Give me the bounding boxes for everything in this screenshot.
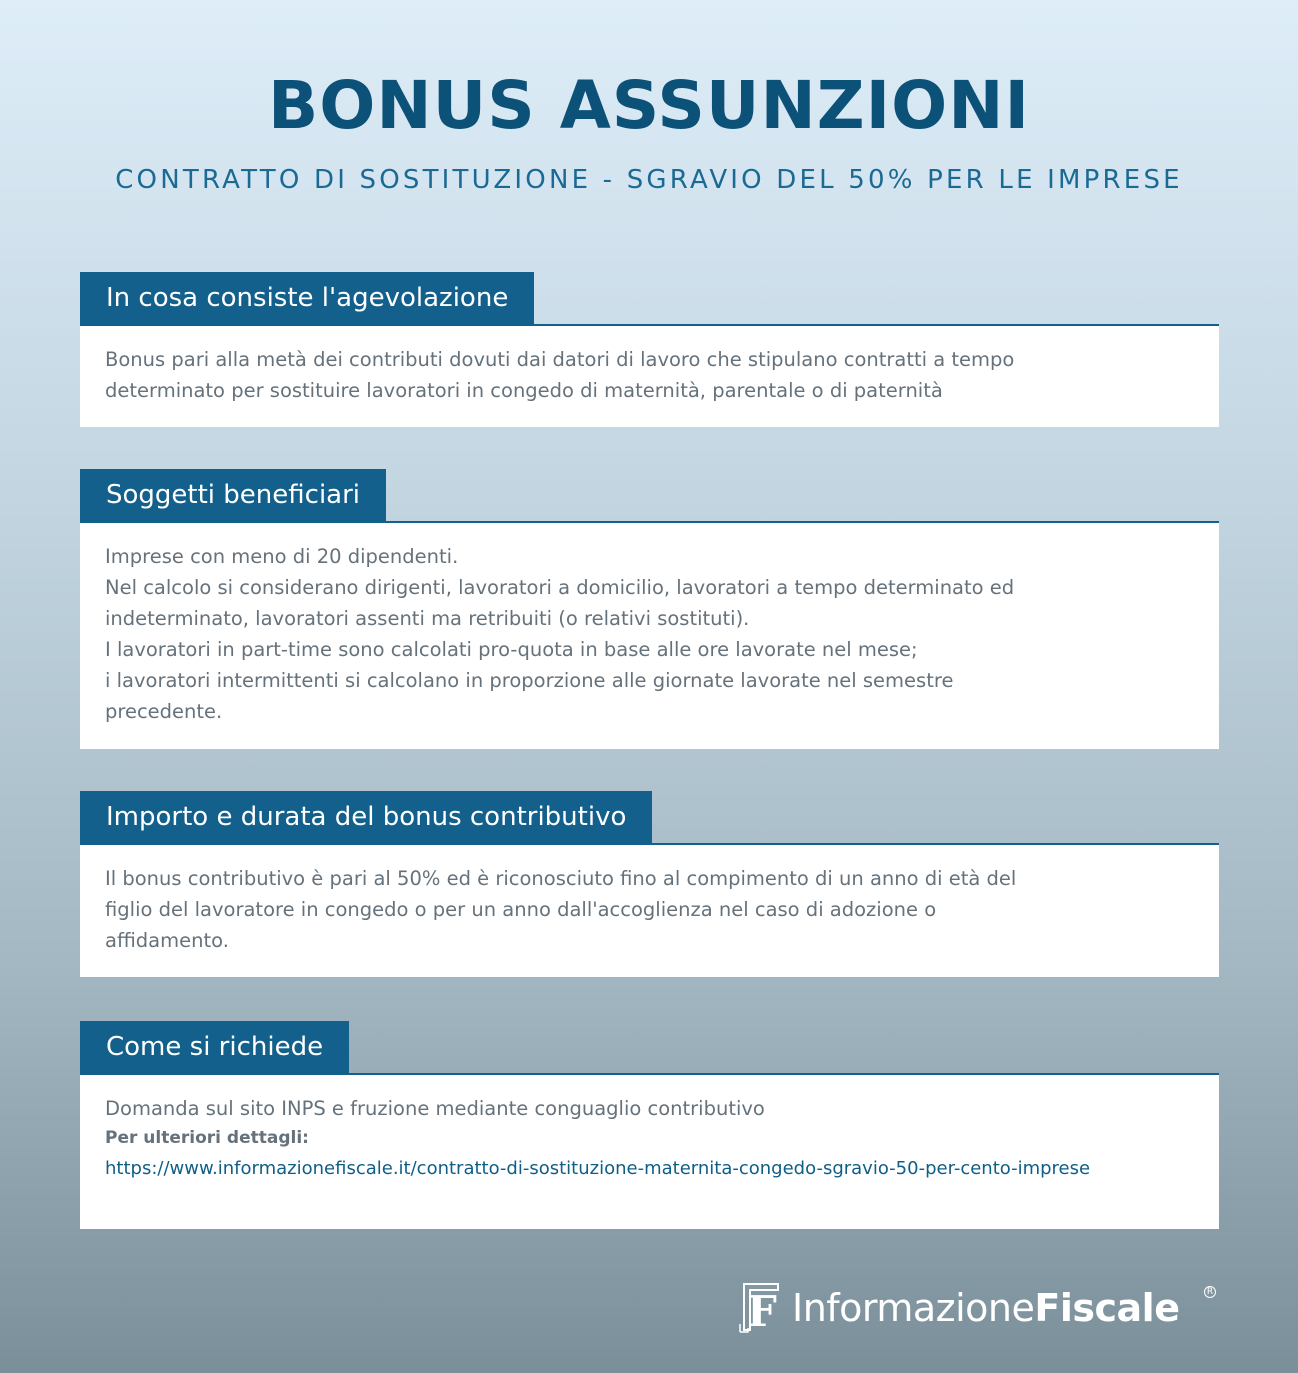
page-title: BONUS ASSUNZIONI [267, 67, 1031, 144]
page-subtitle: CONTRATTO DI SOSTITUZIONE - SGRAVIO DEL 50% PER LE IMPRESE [115, 165, 1183, 195]
section-beneficiari [80, 469, 1219, 749]
section-importo [80, 791, 1219, 977]
logo-wordmark [792, 1280, 1179, 1336]
body-line: Bonus pari alla metà dei contributi dovuti dai datori di lavoro che stipulano contratti a tempo [105, 348, 1015, 371]
more-details-link[interactable]: https://www.informazionefiscale.it/contratto-di-sostituzione-maternita-congedo-sgravio-50-per-cento-imprese [105, 1158, 1091, 1179]
more-details-label: Per ulteriori dettagli: [105, 1128, 309, 1148]
body-line: affidamento. [105, 929, 229, 952]
logo-letter: F [747, 1287, 777, 1336]
logo-f-icon [738, 1280, 784, 1336]
section-heading: Soggetti beneficiari [80, 469, 386, 521]
body-line: i lavoratori intermittenti si calcolano in proporzione alle giornate lavorate nel semestre [105, 669, 954, 692]
logo-name-bold: Fiscale [1034, 1286, 1180, 1330]
section-heading: Importo e durata del bonus contributivo [80, 791, 652, 843]
logo-name-light: Informazione [792, 1286, 1035, 1330]
section-body [80, 845, 1219, 977]
registered-icon: R [1204, 1286, 1216, 1298]
body-line: determinato per sostituire lavoratori in congedo di maternità, parentale o di paternità [105, 379, 943, 402]
body-line: Nel calcolo si considerano dirigenti, lavoratori a domicilio, lavoratori a tempo determinato ed [105, 576, 1015, 599]
section-body [80, 523, 1219, 749]
section-heading: In cosa consiste l'agevolazione [80, 272, 534, 324]
section-body [80, 326, 1219, 427]
section-heading: Come si richiede [80, 1021, 349, 1073]
section-agevolazione [80, 272, 1219, 427]
body-line: Domanda sul sito INPS e fruzione mediante conguaglio contributivo [105, 1097, 765, 1120]
body-line: Imprese con meno di 20 dipendenti. [105, 545, 459, 568]
brand-logo [738, 1280, 1222, 1336]
section-richiesta [80, 1021, 1219, 1229]
section-body [80, 1075, 1219, 1229]
body-line: Il bonus contributivo è pari al 50% ed è riconosciuto fino al compimento di un anno di età del [105, 867, 1017, 890]
body-line: precedente. [105, 700, 223, 723]
body-line: figlio del lavoratore in congedo o per un anno dall'accoglienza nel caso di adozione o [105, 898, 937, 921]
body-line: I lavoratori in part-time sono calcolati pro-quota in base alle ore lavorate nel mese; [105, 638, 918, 661]
body-line: indeterminato, lavoratori assenti ma retribuiti (o relativi sostituti). [105, 607, 750, 630]
